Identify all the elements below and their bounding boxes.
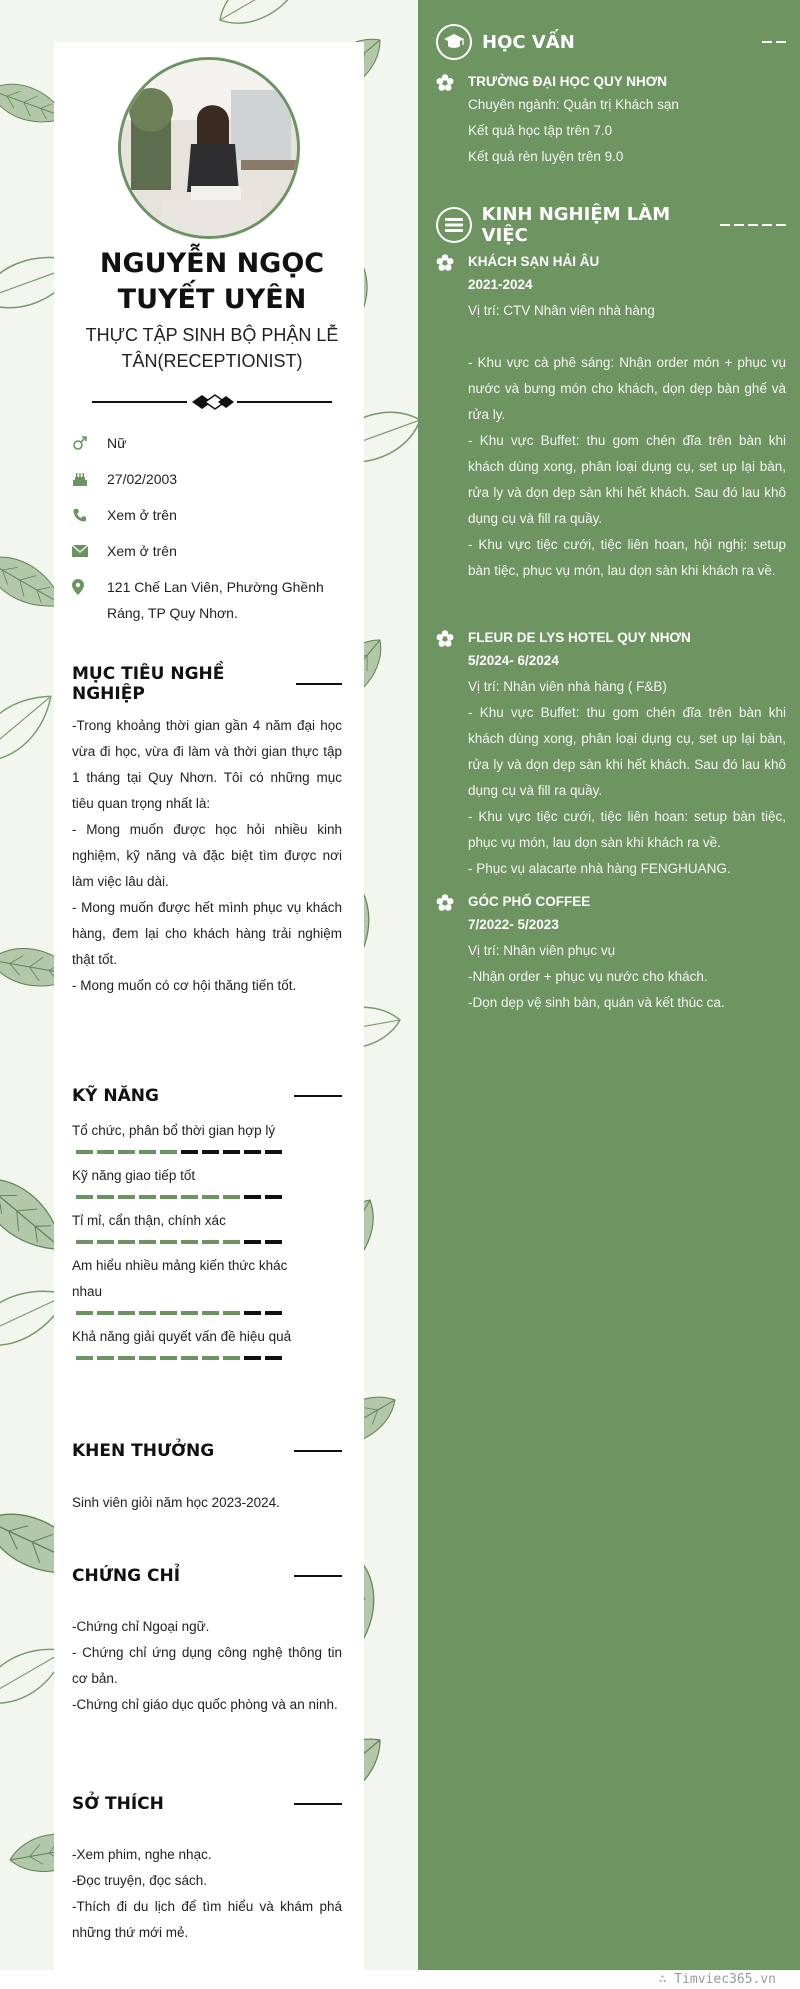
job-detail: -Nhận order + phục vụ nước cho khách. [468, 969, 708, 984]
contact-gender-text: Nữ [107, 435, 127, 451]
certificates-heading [72, 1566, 342, 1586]
skill-level-segment [139, 1240, 156, 1244]
job-period: 2021-2024 [468, 277, 533, 292]
skill-level-segment [97, 1356, 114, 1360]
skill-name: Am hiểu nhiều mảng kiến thức khác nhau [72, 1258, 288, 1299]
award-line: Sinh viên giỏi năm học 2023-2024. [72, 1495, 280, 1510]
skill-level-segment [244, 1240, 261, 1244]
candidate-name-line2: TUYẾT UYÊN [117, 284, 307, 315]
experience-entry [436, 892, 786, 1016]
skill-level-segment [202, 1150, 219, 1154]
skill-level-segment [160, 1195, 177, 1199]
skill-level-segment [265, 1311, 282, 1315]
contact-birthday [72, 466, 352, 492]
job-company: FLEUR DE LYS HOTEL QUY NHƠN [468, 630, 691, 645]
skills-heading-line [294, 1095, 342, 1097]
contact-birthday-text: 27/02/2003 [107, 471, 178, 487]
skill-level-segment [244, 1311, 261, 1315]
objective-text [72, 713, 342, 999]
skill-name: Kỹ năng giao tiếp tốt [72, 1168, 196, 1183]
experience-title: KINH NGHIỆM LÀM VIỆC [481, 204, 671, 246]
contact-phone [72, 502, 352, 528]
contact-list [72, 430, 352, 636]
contact-gender [72, 430, 352, 456]
job-spacer [468, 324, 786, 350]
skill-item [72, 1118, 342, 1154]
skill-level-segment [160, 1150, 177, 1154]
certificates-title: CHỨNG CHỈ [72, 1566, 181, 1586]
skill-level-segment [223, 1150, 240, 1154]
skill-item [72, 1324, 342, 1360]
skill-level-segment [160, 1311, 177, 1315]
skill-level-bar [76, 1240, 342, 1244]
hobby-line: -Thích đi du lịch để tìm hiểu và khám phá những thứ mới mẻ. [72, 1899, 342, 1940]
hobby-line: -Đọc truyện, đọc sách. [72, 1873, 208, 1888]
right-column [418, 0, 800, 1970]
candidate-name [72, 246, 352, 318]
skill-level-segment [265, 1150, 282, 1154]
experience-body [468, 892, 786, 1016]
candidate-name-line1: NGUYỄN NGỌC [99, 248, 325, 279]
flower-bullet-icon [436, 894, 454, 917]
skill-item [72, 1208, 342, 1244]
candidate-role: THỰC TẬP SINH BỘ PHẬN LỄ TÂN(RECEPTIONIST) [85, 325, 339, 371]
skill-level-segment [76, 1356, 93, 1360]
education-body [468, 72, 786, 170]
skill-level-segment [265, 1240, 282, 1244]
objective-heading-line [296, 683, 342, 685]
skill-level-segment [202, 1311, 219, 1315]
skill-level-segment [76, 1240, 93, 1244]
hobbies-title: SỞ THÍCH [72, 1794, 164, 1814]
watermark-text: Timviec365.vn [674, 1972, 776, 1987]
job-period: 7/2022- 5/2023 [468, 917, 559, 932]
birthday-cake-icon [72, 466, 107, 492]
experience-heading-dashes [720, 224, 786, 226]
skill-level-segment [76, 1311, 93, 1315]
skill-level-segment [97, 1150, 114, 1154]
education-heading-dashes [762, 41, 786, 43]
phone-icon [72, 502, 107, 528]
education-line: Kết quả học tập trên 7.0 [468, 123, 613, 138]
skill-level-segment [202, 1195, 219, 1199]
awards-text [72, 1490, 342, 1516]
objective-title: MỤC TIÊU NGHỀ NGHIỆP [72, 664, 225, 704]
awards-title: KHEN THƯỞNG [72, 1441, 215, 1461]
skill-level-segment [97, 1195, 114, 1199]
gender-icon [72, 430, 107, 456]
skill-level-segment [76, 1195, 93, 1199]
flower-bullet-icon [436, 74, 454, 97]
contact-email-text: Xem ở trên [107, 543, 177, 559]
experience-body [468, 628, 786, 882]
experience-heading [436, 204, 786, 246]
education-entry [436, 72, 786, 170]
skill-level-segment [160, 1240, 177, 1244]
job-position: Vị trí: Nhân viên phục vụ [468, 943, 616, 958]
skill-level-segment [223, 1356, 240, 1360]
education-school: TRƯỜNG ĐẠI HỌC QUY NHƠN [468, 74, 667, 89]
objective-line: -Trong khoảng thời gian gần 4 năm đại học vừa đi học, vừa đi làm và thời gian thực tập 1 tháng tại Quy Nhơn. Tôi có những mục tiêu quan trọng nhất là: [72, 718, 342, 811]
certificate-line: - Chứng chỉ ứng dụng công nghệ thông tin cơ bản. [72, 1645, 342, 1686]
skill-level-segment [181, 1195, 198, 1199]
skill-level-segment [244, 1150, 261, 1154]
experience-entry [436, 252, 786, 584]
skill-item [72, 1163, 342, 1199]
skill-level-segment [118, 1356, 135, 1360]
job-detail: - Khu vực tiệc cưới, tiệc liên hoan, hội nghị: setup bàn tiệc, phục vụ món, lau dọn sàn khi khách ra về. [468, 537, 786, 578]
graduation-cap-icon [436, 24, 472, 60]
skill-level-bar [76, 1195, 342, 1199]
skill-level-segment [223, 1195, 240, 1199]
skill-level-segment [76, 1150, 93, 1154]
job-detail: - Khu vực Buffet: thu gom chén đĩa trên bàn khi khách dùng xong, phân loại dụng cụ, set up lại bàn, rửa ly và dọn dẹp sàn khi hết khách. Sau đó lau khô dụng cụ và fill ra quầy. [468, 433, 786, 526]
contact-address-text: 121 Chế Lan Viên, Phường Ghềnh Ráng, TP Quy Nhơn. [107, 579, 324, 621]
contact-address [72, 574, 352, 626]
skill-level-segment [181, 1356, 198, 1360]
skill-level-segment [160, 1356, 177, 1360]
skill-level-segment [118, 1195, 135, 1199]
skill-level-segment [202, 1240, 219, 1244]
job-period: 5/2024- 6/2024 [468, 653, 559, 668]
skill-level-segment [139, 1356, 156, 1360]
location-pin-icon [72, 574, 107, 600]
skill-level-bar [76, 1150, 342, 1154]
skill-item [72, 1253, 342, 1315]
job-detail: -Dọn dẹp vệ sinh bàn, quán và kết thúc ca. [468, 995, 725, 1010]
skill-level-segment [139, 1195, 156, 1199]
certificate-line: -Chứng chỉ Ngoại ngữ. [72, 1619, 210, 1634]
experience-entry [436, 628, 786, 882]
education-heading [436, 24, 786, 60]
hobby-line: -Xem phim, nghe nhạc. [72, 1847, 212, 1862]
skill-level-segment [118, 1240, 135, 1244]
objective-line: - Mong muốn có cơ hội thăng tiến tốt. [72, 978, 297, 993]
skill-level-bar [76, 1311, 342, 1315]
job-position: Vị trí: CTV Nhân viên nhà hàng [468, 303, 655, 318]
awards-heading-line [294, 1450, 342, 1452]
flower-bullet-icon [436, 254, 454, 277]
experience-body [468, 252, 786, 584]
skill-level-segment [118, 1311, 135, 1315]
skill-level-segment [139, 1150, 156, 1154]
skill-level-segment [223, 1240, 240, 1244]
skill-name: Tổ chức, phân bổ thời gian hợp lý [72, 1123, 276, 1138]
skill-name: Khả năng giải quyết vấn đề hiệu quả [72, 1329, 292, 1344]
education-line: Chuyên ngành: Quản trị Khách sạn [468, 97, 679, 112]
hobbies-heading-line [294, 1803, 342, 1805]
skill-level-segment [223, 1311, 240, 1315]
skill-level-segment [244, 1195, 261, 1199]
education-line: Kết quả rèn luyện trên 9.0 [468, 149, 624, 164]
skill-level-segment [244, 1356, 261, 1360]
skill-level-segment [181, 1240, 198, 1244]
job-detail: - Khu vực tiệc cưới, tiệc liên hoan: setup bàn tiệc, phục vụ món, lau dọn sàn khi khách ra về. [468, 809, 786, 850]
name-divider-ornament [92, 392, 332, 412]
flower-bullet-icon [436, 630, 454, 653]
job-detail: - Khu vực Buffet: thu gom chén đĩa trên bàn khi khách dùng xong, phân loại dụng cụ, set up lại bàn, rửa ly và dọn dẹp sàn khi hết khách. Sau đó lau khô dụng cụ và fill ra quầy. [468, 705, 786, 798]
job-detail: - Khu vực cà phê sáng: Nhận order món + phục vụ nước và bưng món cho khách, dọn dẹp bàn ghế và rửa ly. [468, 355, 786, 422]
certificates-text [72, 1614, 342, 1718]
skill-level-segment [181, 1311, 198, 1315]
skill-level-segment [181, 1150, 198, 1154]
skill-level-bar [76, 1356, 342, 1360]
skill-level-segment [139, 1311, 156, 1315]
job-company: GÓC PHỐ COFFEE [468, 894, 591, 909]
certificate-line: -Chứng chỉ giáo dục quốc phòng và an ninh. [72, 1697, 338, 1712]
job-position: Vị trí: Nhân viên nhà hàng ( F&B) [468, 679, 667, 694]
profile-photo [118, 57, 300, 239]
skills-heading [72, 1086, 342, 1106]
objective-line: - Mong muốn được học hỏi nhiều kinh nghiệm, kỹ năng và đặc biệt tìm được nơi làm việc lâu dài. [72, 822, 342, 889]
skill-level-segment [97, 1311, 114, 1315]
watermark: ∴ Timviec365.vn [658, 1972, 776, 1987]
envelope-icon [72, 538, 107, 564]
skill-level-segment [265, 1195, 282, 1199]
education-title: HỌC VẤN [482, 31, 575, 53]
skill-name: Tỉ mỉ, cẩn thận, chính xác [72, 1213, 226, 1228]
skill-level-segment [265, 1356, 282, 1360]
skill-level-segment [97, 1240, 114, 1244]
skills-title: KỸ NĂNG [72, 1086, 159, 1106]
skill-level-segment [202, 1356, 219, 1360]
objective-heading [72, 664, 342, 704]
awards-heading [72, 1441, 342, 1461]
objective-line: - Mong muốn được hết mình phục vụ khách hàng, đem lại cho khách hàng trải nghiệm thật tốt. [72, 900, 342, 967]
job-company: KHÁCH SẠN HẢI ÂU [468, 254, 600, 269]
contact-phone-text: Xem ở trên [107, 507, 177, 523]
hobbies-heading [72, 1794, 342, 1814]
job-detail: - Phục vụ alacarte nhà hàng FENGHUANG. [468, 861, 731, 876]
contact-email [72, 538, 352, 564]
profile-photo-illustration [121, 60, 297, 236]
skill-level-segment [118, 1150, 135, 1154]
hobbies-text [72, 1842, 342, 1946]
stack-icon [436, 207, 472, 243]
certificates-heading-line [294, 1575, 342, 1577]
